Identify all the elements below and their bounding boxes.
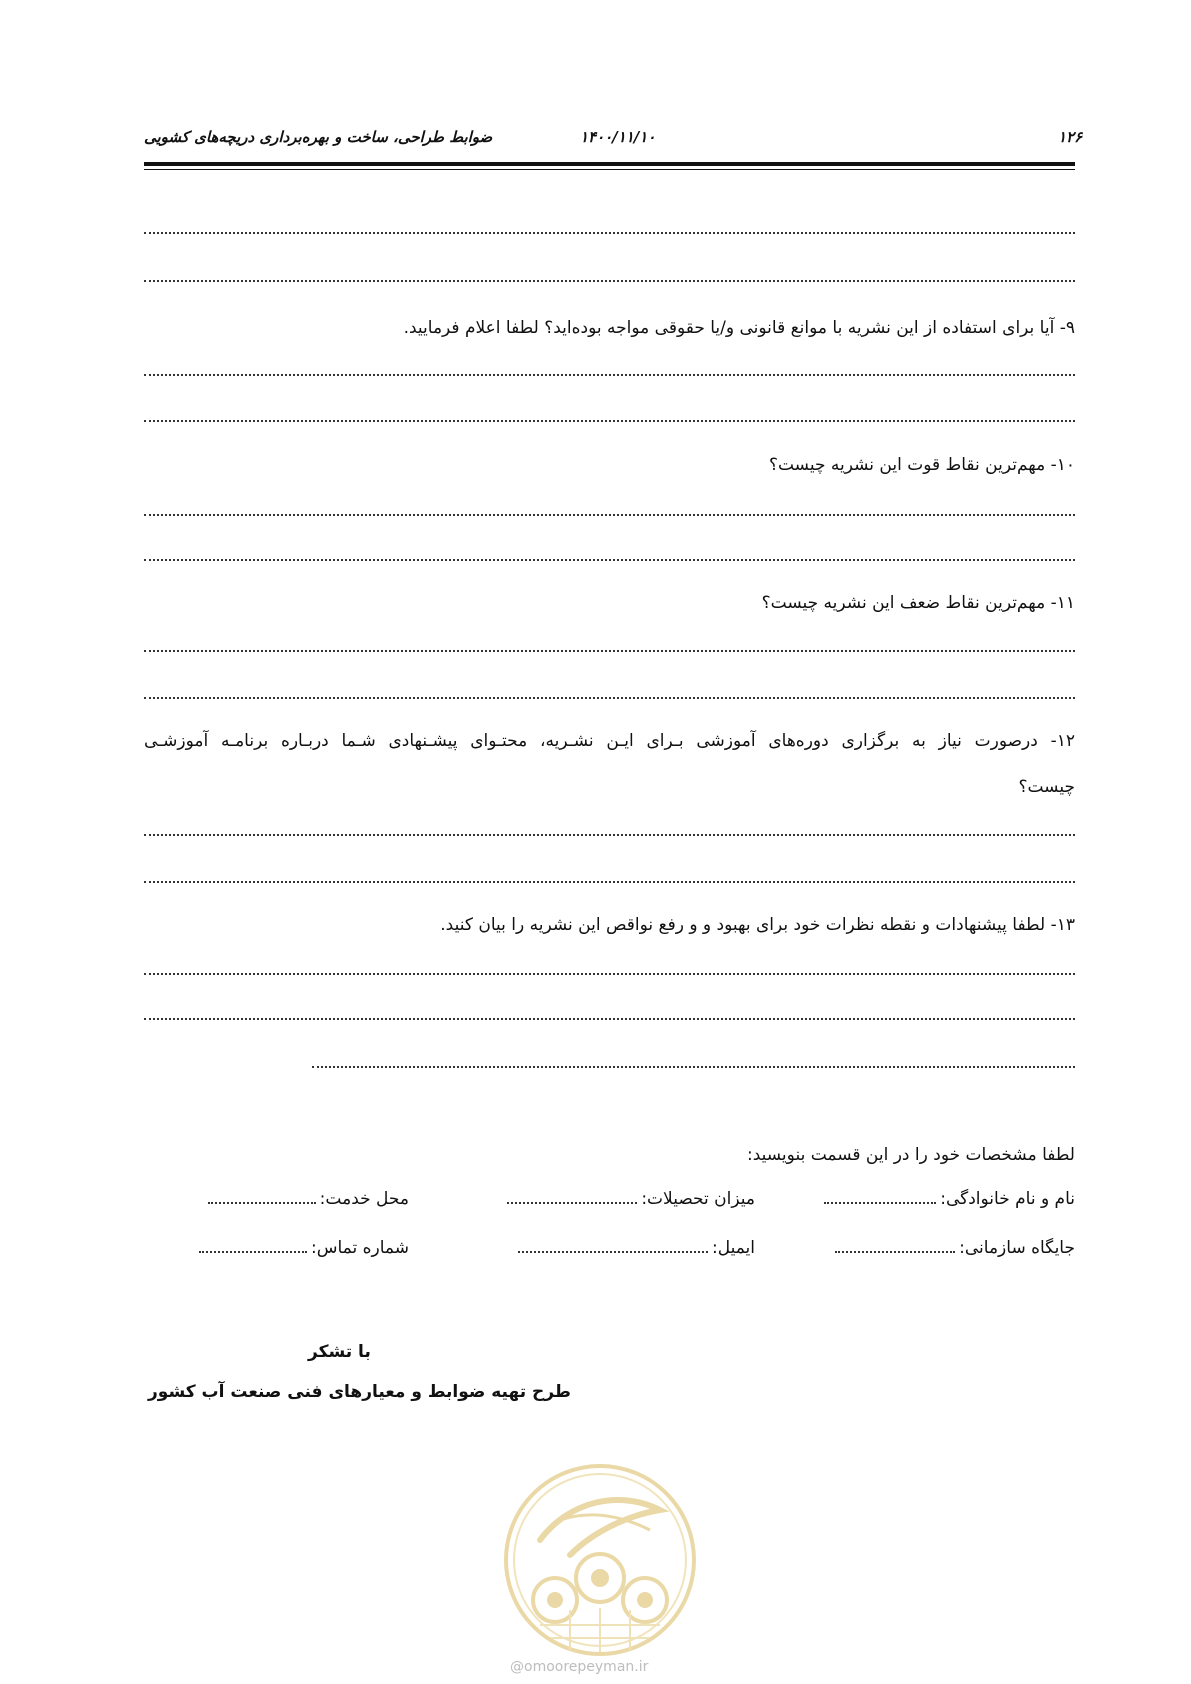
answer-line[interactable]: [144, 973, 1075, 975]
header-rule-thin: [144, 169, 1075, 170]
service-label: محل خدمت:: [319, 1189, 409, 1209]
phone-label: شماره تماس:: [311, 1238, 409, 1258]
answer-line[interactable]: [144, 834, 1075, 836]
position-label: جایگاه سازمانی:: [959, 1238, 1075, 1258]
answer-line[interactable]: [144, 280, 1075, 282]
question-10: ۱۰- مهم‌ترین نقاط قوت این نشریه چیست؟: [768, 455, 1075, 475]
answer-line[interactable]: [144, 559, 1075, 561]
header-title: ضوابط طراحی، ساخت و بهره‌برداری دریچه‌های کشویی: [144, 128, 493, 146]
answer-line[interactable]: [144, 374, 1075, 376]
thanks-text: با تشکر: [308, 1342, 371, 1362]
position-field[interactable]: [835, 1238, 1075, 1258]
answer-line[interactable]: [144, 514, 1075, 516]
service-input[interactable]: [208, 1202, 316, 1204]
answer-line[interactable]: [144, 420, 1075, 422]
phone-field[interactable]: [199, 1238, 409, 1258]
question-13: ۱۳- لطفا پیشنهادات و نقطه نظرات خود برای بهبود و و رفع نواقص این نشریه را بیان کنید.: [440, 915, 1075, 935]
education-input[interactable]: [507, 1202, 637, 1204]
info-intro: لطفا مشخصات خود را در این قسمت بنویسید:: [746, 1145, 1075, 1165]
education-label: میزان تحصیلات:: [641, 1189, 755, 1209]
watermark-url: @omoorepeyman.ir: [510, 1659, 649, 1675]
answer-line[interactable]: [312, 1066, 1075, 1068]
name-label: نام و نام خانوادگی:: [940, 1189, 1075, 1209]
answer-line[interactable]: [144, 232, 1075, 234]
seal-watermark-icon: [500, 1460, 700, 1660]
question-12: ۱۲- درصورت نیاز به برگزاری دوره‌های آموزشی بـرای ایـن نشـریه، محتـوای پیشـنهادی شـما دربـاره برنامـه آموزشـی: [144, 731, 1075, 751]
header-rule: [144, 162, 1075, 166]
email-field[interactable]: [518, 1238, 755, 1258]
header-date: ۱۴۰۰/۱۱/۱۰: [580, 128, 656, 146]
answer-line[interactable]: [144, 697, 1075, 699]
service-field[interactable]: [208, 1189, 409, 1209]
position-input[interactable]: [835, 1251, 955, 1253]
email-input[interactable]: [518, 1251, 708, 1253]
page-number: ۱۲۶: [1058, 128, 1083, 146]
email-label: ایمیل:: [711, 1238, 755, 1258]
phone-input[interactable]: [199, 1251, 307, 1253]
name-field[interactable]: [824, 1189, 1075, 1209]
answer-line[interactable]: [144, 650, 1075, 652]
org-name: طرح تهیه ضوابط و معیارهای فنی صنعت آب کشور: [148, 1382, 571, 1402]
education-field[interactable]: [507, 1189, 755, 1209]
name-input[interactable]: [824, 1202, 936, 1204]
answer-line[interactable]: [144, 881, 1075, 883]
question-12-cont: چیست؟: [1018, 777, 1075, 797]
question-9: ۹- آیا برای استفاده از این نشریه با موانع قانونی و/یا حقوقی مواجه بوده‌اید؟ لطفا اعلام فرمایید.: [403, 318, 1075, 338]
question-11: ۱۱- مهم‌ترین نقاط ضعف این نشریه چیست؟: [761, 593, 1075, 613]
answer-line[interactable]: [144, 1018, 1075, 1020]
